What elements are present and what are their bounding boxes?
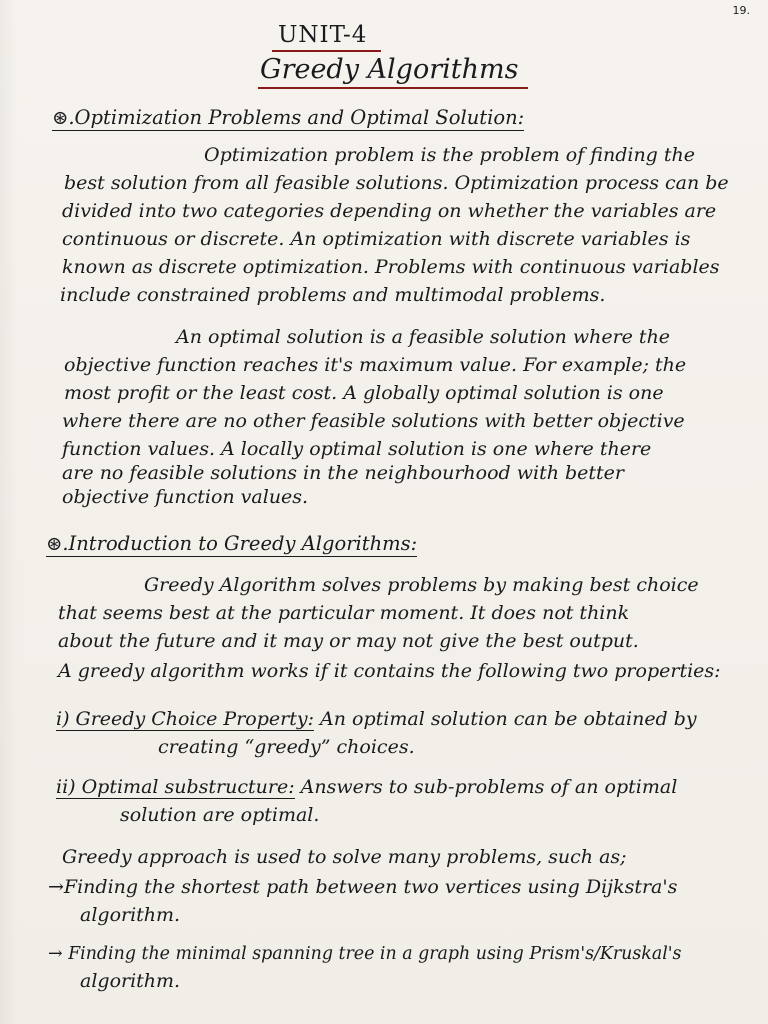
property-label: ii) Optimal substructure: [56,776,295,798]
uses-intro: Greedy approach is used to solve many problems, such as; [62,846,627,868]
paragraph-line: where there are no other feasible solutions with better objective [62,410,685,432]
section-heading-text: ⊛.Introduction to Greedy Algorithms: [46,532,418,555]
paragraph-line: best solution from all feasible solutions. Optimization process can be [64,172,729,194]
paragraph-line: continuous or discrete. An optimization with discrete variables is [62,228,691,250]
paragraph-line: Optimization problem is the problem of finding the [204,144,695,166]
paragraph-line: An optimal solution is a feasible solution where the [176,326,671,348]
use-item-dijkstra: →Finding the shortest path between two vertices using Dijkstra's [48,876,678,898]
paragraph-line: Greedy Algorithm solves problems by making best choice [144,574,699,596]
paragraph-line: are no feasible solutions in the neighbourhood with better [62,462,625,484]
paragraph-line: about the future and it may or may not give the best output. [58,630,639,652]
paragraph-line: objective function reaches it's maximum value. For example; the [64,354,687,376]
property-text-continued: creating “greedy” choices. [158,736,415,758]
paragraph-line: function values. A locally optimal solution is one where there [62,438,652,460]
property-text-continued: solution are optimal. [120,804,320,826]
use-item-spanning-tree: → Finding the minimal spanning tree in a graph using Prism's/Kruskal's [48,944,682,964]
paragraph-line: divided into two categories depending on whether the variables are [62,200,717,222]
section-heading-optimization [52,106,524,129]
paragraph-line: that seems best at the particular moment. It does not think [58,602,630,624]
paragraph-line: objective function values. [62,486,309,508]
paragraph-line: most profit or the least cost. A globally optimal solution is one [64,382,664,404]
section-heading-text: ⊛.Optimization Problems and Optimal Solution: [52,106,525,129]
property-text: An optimal solution can be obtained by [320,708,697,730]
property-optimal-substructure [56,776,677,798]
property-greedy-choice [56,708,697,730]
page-number: 19. [732,4,750,17]
use-item-continued: algorithm. [80,904,181,926]
property-label: i) Greedy Choice Property: [56,708,314,730]
paragraph-line: known as discrete optimization. Problems with continuous variables [62,256,720,278]
property-text: Answers to sub-problems of an optimal [300,776,678,798]
section-heading-greedy-intro [46,532,417,555]
paragraph-line: include constrained problems and multimodal problems. [60,284,606,306]
use-item-continued: algorithm. [80,970,181,992]
unit-heading: UNIT-4 [272,22,381,52]
page-title: Greedy Algorithms [258,54,528,89]
paragraph-line: A greedy algorithm works if it contains the following two properties: [58,660,721,682]
